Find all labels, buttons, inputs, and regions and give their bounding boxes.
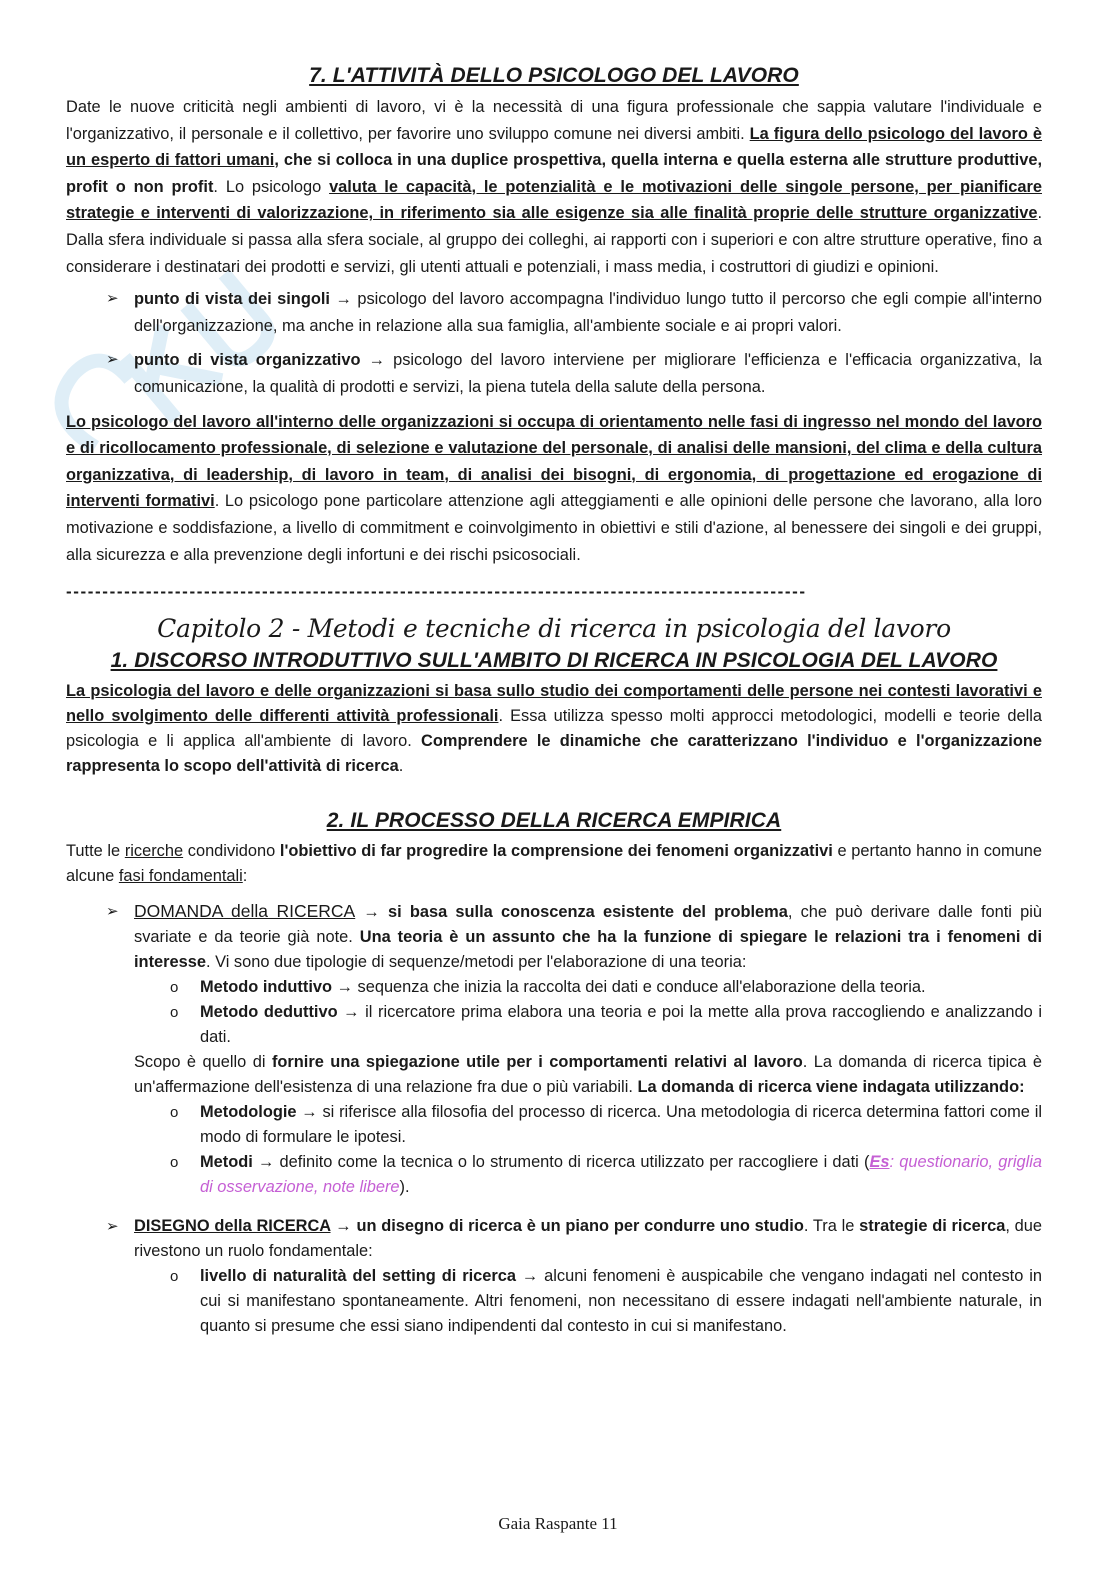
text-span: Tutte le (66, 842, 125, 861)
list-item-head: DOMANDA della RICERCA (134, 901, 356, 922)
emphasis-span: Lo psicologo del lavoro all'interno delle organizzazioni si occupa di orientamento nelle fasi di ingresso nel mondo del lavoro e di ricollocamento professionale, di selezione e valutazione del personale, di analisi delle mansioni, del clima e della cultura organizzativa, di leadership, di lavoro in team, di analisi dei bisogni, di ergonomia, di progettazione ed erogazione di interventi formativi (66, 412, 1042, 511)
page-footer: Gaia Raspante 11 (498, 1514, 618, 1533)
text-span: Scopo è quello di (134, 1053, 272, 1072)
list-item-disegno (66, 1214, 1042, 1264)
emphasis-span: strategie di ricerca (859, 1217, 1006, 1236)
circle-bullet-icon: o (170, 1104, 179, 1122)
circle-bullet-icon: o (170, 979, 179, 997)
sub-item-head: livello di naturalità del setting di ricerca (200, 1267, 516, 1286)
section-7-paragraph-2 (66, 409, 1042, 569)
viewpoint-list (66, 286, 1042, 400)
arrow-bullet-icon: ➢ (106, 1218, 119, 1236)
text-span: Date le nuove criticità negli ambienti di lavoro, vi è la necessità di una figura professionale che sappia valutare l'individuale e l'organizzativo, il personale e il collettivo, per favorire uno sviluppo comune nei diversi ambiti. (66, 98, 1042, 143)
sub-item-text: → alcuni fenomeni è auspicabile che vengano indagati nel contesto in cui si manifestano spontaneamente. Altri fenomeni, non necessitano di essere indagati nell'ambiente naturale, in quanto si presume che essi siano indipendenti dal contesto in cui si manifestano. (200, 1267, 1042, 1336)
text-span: , due rivestono un ruolo fondamentale: (134, 1217, 1042, 1261)
list-item-text: → psicologo del lavoro interviene per migliorare l'efficienza e l'efficacia organizzativa, la comunicazione, la qualità di prodotti e servizi, la piena tutela della salute della persona. (134, 351, 1043, 396)
sub-item-metodo-induttivo (66, 975, 1042, 1000)
text-span: . Dalla sfera individuale si passa alla sfera sociale, al gruppo dei colleghi, ai rapporti con i superiori e con altre strutture operative, fino a considerare i destinatari dei prodotti e servizi, gli utenti attuali e potenziali, i mass media, i costruttori di giudizi e opinioni. (66, 204, 1042, 276)
underlined-span: fasi fondamentali (118, 867, 243, 886)
section-1-title: 1. DISCORSO INTRODUTTIVO SULL'AMBITO DI RICERCA IN PSICOLOGIA DEL LAVORO (110, 649, 998, 673)
sub-item-metodologie (66, 1100, 1042, 1150)
arrow-text: → (355, 903, 388, 922)
emphasis-span: fornire una spiegazione utile per i comportamenti relativi al lavoro (271, 1053, 803, 1072)
emphasis-span: si basa sulla conoscenza esistente del problema (388, 903, 788, 922)
sub-item-head: Metodi (200, 1153, 253, 1172)
sub-item-text: → sequenza che inizia la raccolta dei dati e conduce all'elaborazione della teoria. (332, 978, 926, 997)
text-span: . Essa utilizza spesso molti approcci metodologici, modelli e teorie della psicologia e li applica all'ambiente di lavoro. (66, 707, 1043, 751)
emphasis-span: La psicologia del lavoro e delle organizzazioni si basa sullo studio dei comportamenti delle persone nei contesti lavorativi e nello svolgimento delle differenti attività professionali (66, 682, 1042, 726)
list-item (66, 286, 1042, 339)
research-phases-list (66, 899, 1042, 1339)
example-label: Es (869, 1153, 890, 1172)
circle-bullet-icon: o (170, 1154, 179, 1172)
section-1-paragraph (66, 679, 1042, 779)
arrow-bullet-icon: ➢ (106, 290, 119, 308)
text-span: . Lo psicologo (213, 177, 330, 196)
arrow-text: → (330, 1217, 357, 1236)
text-span: e pertanto hanno in comune alcune (66, 842, 1043, 886)
list-item (66, 347, 1042, 400)
emphasis-span: valuta le capacità, le potenzialità e le motivazioni delle singole persone, per pianificare strategie e interventi di valorizzazione, in riferimento sia alle esigenze sia alle finalità proprie delle strutture organizzative (66, 177, 1042, 223)
chapter-title: Capitolo 2 - Metodi e tecniche di ricerca in psicologia del lavoro (157, 614, 951, 644)
list-item-head: punto di vista dei singoli (134, 290, 330, 309)
text-span: . Tra le (803, 1217, 860, 1236)
emphasis-span: Comprendere le dinamiche che caratterizzano l'individuo e l'organizzazione rappresenta lo scopo dell'attività di ricerca (66, 732, 1042, 776)
sub-item-head: Metodo deduttivo (200, 1003, 338, 1022)
separator-line: ------------------------------------------------------------------------------------------------------ (66, 582, 807, 602)
text-span: . Lo psicologo pone particolare attenzione agli atteggiamenti e alle opinioni delle persone che lavorano, alla loro motivazione e soddisfazione, a livello di commitment e coinvolgimento in obiettivi e stili d'azione, al benessere dei singoli e dei gruppi, alla sicurezza e alla prevenzione degli infortuni e dei rischi psicosociali. (66, 492, 1042, 564)
list-item-text: → psicologo del lavoro accompagna l'individuo lungo tutto il percorso che egli compie all'interno dell'organizzazione, ma anche in relazione alla sua famiglia, all'ambiente sociale e ai propri valori. (134, 290, 1042, 335)
list-item-head: DISEGNO della RICERCA (134, 1217, 331, 1236)
list-item-head: punto di vista organizzativo (134, 351, 361, 370)
text-span: . La domanda di ricerca tipica è un'affermazione dell'esistenza di una relazione fra due o più variabili. (134, 1053, 1043, 1097)
emphasis-span: , che si colloca in una duplice prospettiva, quella interna e quella esterna alle strutture produttive, profit o non profit (66, 151, 1042, 196)
sub-item-head: Metodologie (200, 1103, 297, 1122)
sub-item-livello-naturalita (66, 1264, 1042, 1339)
text-span: : (242, 867, 248, 886)
sub-item-head: Metodo induttivo (200, 978, 333, 997)
section-2-title: 2. IL PROCESSO DELLA RICERCA EMPIRICA (326, 809, 782, 833)
arrow-bullet-icon: ➢ (106, 351, 119, 369)
underlined-span: ricerche (124, 842, 184, 861)
text-span: , che può derivare dalle fonti più svariate e da teorie già note. (134, 903, 1043, 947)
document-page (66, 60, 1042, 1339)
text-span: ). (399, 1178, 410, 1197)
list-item-domanda (66, 899, 1042, 975)
emphasis-span: Una teoria è un assunto che ha la funzione di spiegare le relazioni tra i fenomeni di interesse (134, 928, 1042, 972)
example-text: : questionario, griglia di osservazione, note libere (200, 1153, 1043, 1197)
emphasis-span: La figura dello psicologo del lavoro è un esperto di fattori umani (66, 124, 1042, 170)
arrow-bullet-icon: ➢ (106, 903, 119, 921)
scopo-paragraph (66, 1050, 1042, 1100)
sub-item-text: → si riferisce alla filosofia del processo di ricerca. Una metodologia di ricerca determina fattori come il modo di formulare le ipotesi. (200, 1103, 1042, 1147)
section-2-intro (66, 839, 1042, 889)
text-span: . (398, 757, 404, 776)
sub-item-text: → il ricercatore prima elabora una teoria e poi la mette alla prova raccogliendo e analizzando i dati. (200, 1003, 1042, 1047)
sub-item-metodo-deduttivo (66, 1000, 1042, 1050)
emphasis-span: l'obiettivo di far progredire la comprensione dei fenomeni organizzativi (279, 842, 833, 861)
emphasis-span: un disegno di ricerca è un piano per condurre uno studio (356, 1217, 804, 1236)
text-span: condividono (183, 842, 280, 861)
text-span: . Vi sono due tipologie di sequenze/metodi per l'elaborazione di una teoria: (205, 953, 747, 972)
sub-item-metodi (66, 1150, 1042, 1200)
emphasis-span: La domanda di ricerca viene indagata utilizzando: (637, 1078, 1025, 1097)
section-7-title: 7. L'ATTIVITÀ DELLO PSICOLOGO DEL LAVORO (309, 64, 799, 87)
circle-bullet-icon: o (170, 1268, 179, 1286)
circle-bullet-icon: o (170, 1004, 179, 1022)
sub-item-text: → definito come la tecnica o lo strumento di ricerca utilizzato per raccogliere i dati ( (252, 1153, 870, 1172)
section-7-paragraph-1 (66, 94, 1042, 280)
